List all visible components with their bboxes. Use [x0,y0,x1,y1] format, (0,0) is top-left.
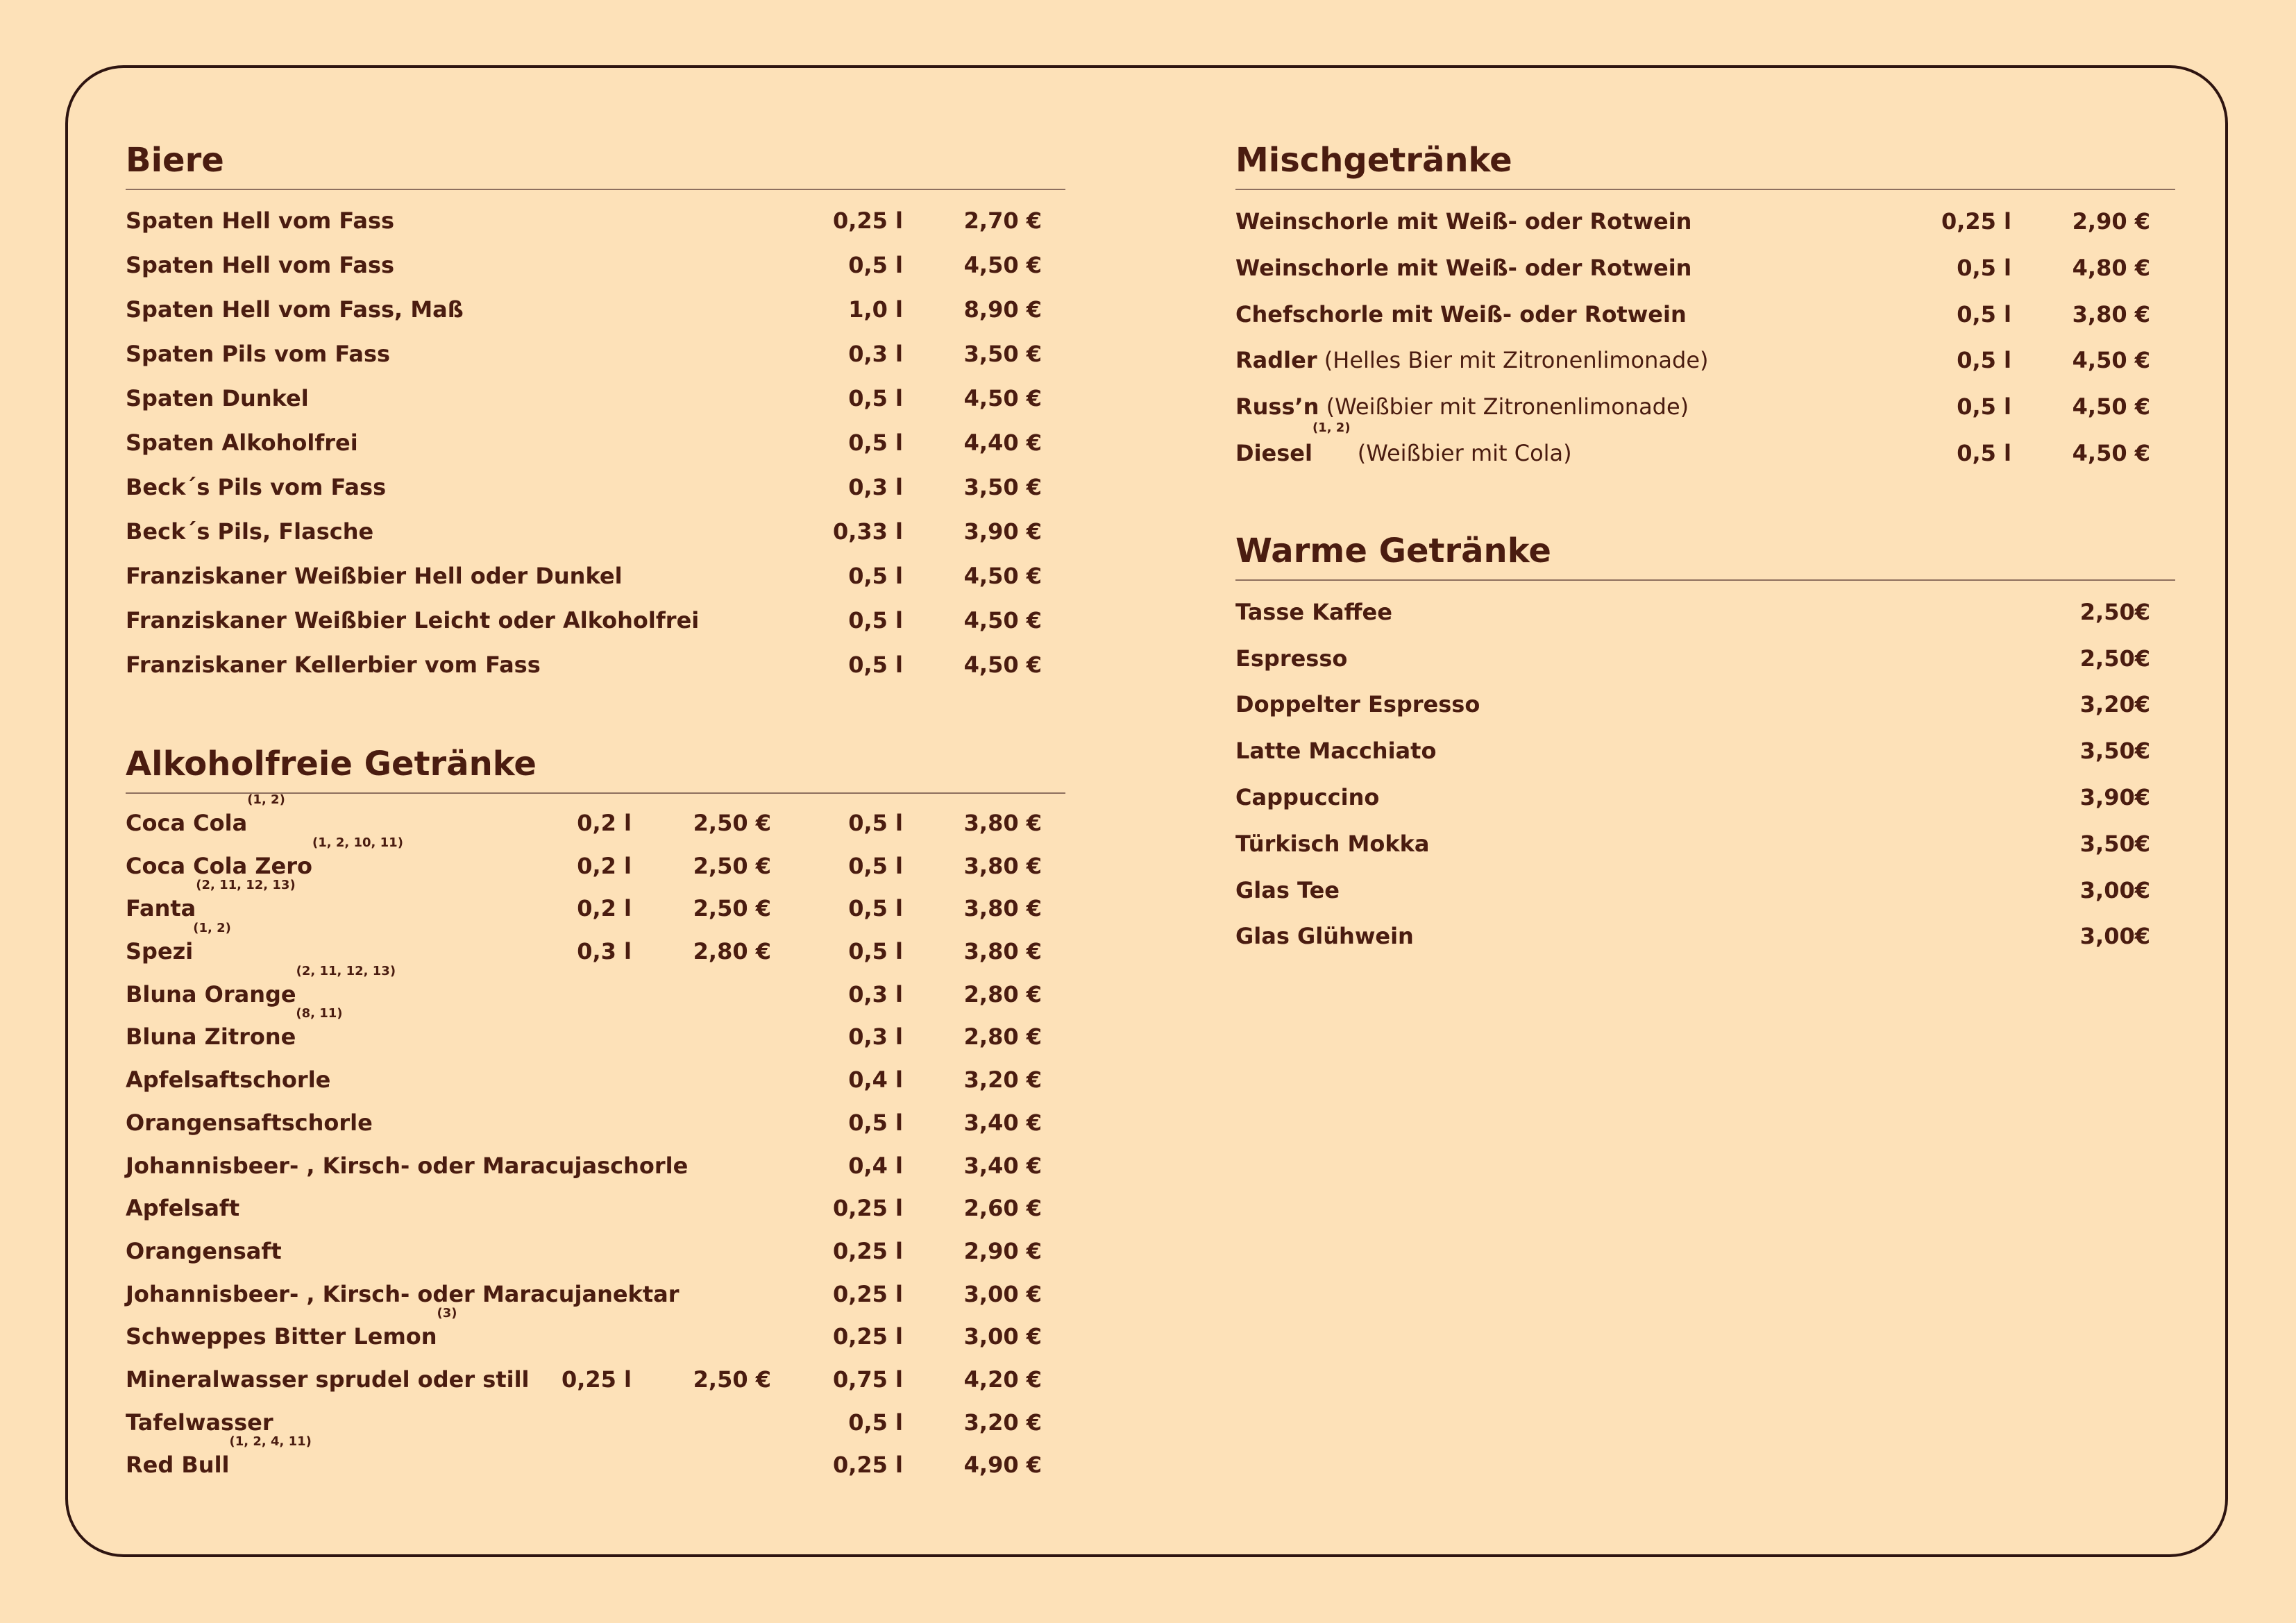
item-size: 0,5 l [848,1409,903,1436]
item-name: Spezi [126,938,194,965]
item-name-group [1235,728,1436,774]
menu-item-row [126,921,1065,974]
item-name: Weinschorle mit Weiß- oder Rotwein [1235,254,1692,281]
item-price: 2,50€ [2079,598,2150,625]
item-price-small: 2,50 € [693,810,771,836]
item-price: 3,80 € [2072,300,2150,328]
menu-item-row [126,420,1065,465]
item-name-group [126,643,541,687]
soft-drink-list [126,792,1065,1487]
item-size: 0,3 l [848,1023,903,1051]
item-name: Johannisbeer- , Kirsch- oder Maracujanektar [126,1280,679,1307]
menu-item-row [126,598,1065,643]
item-name-group [126,376,309,420]
item-size: 0,3 l [848,980,903,1008]
item-name: Spaten Dunkel [126,385,309,411]
menu-item-row [126,1187,1065,1230]
item-size: 0,5 l [848,430,903,456]
item-size: 0,33 l [832,518,903,545]
item-price: 3,80 € [963,895,1042,922]
menu-item-row [126,878,1065,931]
item-name-group [126,1273,679,1316]
menu-item-row [1235,867,2175,914]
menu-item-row [126,1434,1065,1487]
menu-item-row [126,1102,1065,1145]
item-price: 4,50 € [963,385,1042,411]
item-price: 3,20 € [963,1409,1042,1436]
item-price: 4,90 € [963,1452,1042,1479]
section-title-alkoholfrei: Alkoholfreie Getränke [126,745,537,783]
item-name-group [126,1187,239,1230]
item-name: Tasse Kaffee [1235,598,1392,625]
item-size: 0,5 l [848,563,903,589]
item-size: 0,5 l [848,938,903,965]
item-name: Radler [1235,347,1317,374]
item-name-group [126,598,699,643]
menu-item-row [1235,198,2175,245]
allergen-codes: (3) [437,1306,457,1321]
item-name-group [1235,589,1392,636]
hot-drink-list [1235,589,2175,960]
item-size: 0,5 l [1957,393,2011,420]
item-name-group [126,963,396,1017]
item-price: 3,90€ [2079,783,2150,810]
item-name: Diesel [1235,439,1312,466]
item-name-group [1235,913,1414,960]
item-price: 3,00€ [2079,923,2150,950]
item-name: Spaten Hell vom Fass [126,252,395,278]
item-price: 3,80 € [963,938,1042,965]
item-price: 3,20 € [963,1067,1042,1094]
item-name-group [126,1359,530,1402]
item-name-group [1235,821,1430,867]
item-price: 2,70 € [963,207,1042,234]
item-size: 0,5 l [848,852,903,879]
left-column [126,132,1065,1487]
item-name: Cappuccino [1235,783,1380,810]
item-name-group [1235,681,1480,728]
allergen-codes: (1, 2, 4, 11) [229,1434,312,1450]
item-name: Orangensaft [126,1237,282,1264]
item-price: 3,40 € [963,1109,1042,1136]
item-name: Schweppes Bitter Lemon [126,1323,437,1350]
item-price-small: 2,50 € [693,852,771,879]
item-size: 0,25 l [832,1237,903,1264]
allergen-codes: (1, 2) [193,921,231,936]
item-name: Coca Cola [126,810,248,836]
item-name-group [1235,337,1709,384]
item-price: 4,40 € [963,430,1042,456]
item-name: Spaten Hell vom Fass [126,207,395,234]
item-price: 4,80 € [2072,254,2150,281]
item-name: Türkisch Mokka [1235,830,1430,857]
menu-item-row [1235,245,2175,291]
item-name: Russ’n [1235,393,1319,420]
item-name: Chefschorle mit Weiß- oder Rotwein [1235,300,1687,328]
menu-item-row [126,554,1065,598]
item-size: 0,3 l [848,474,903,500]
item-name: Bluna Zitrone [126,1023,296,1051]
item-size: 0,4 l [848,1152,903,1179]
item-name-group [126,243,394,287]
item-name-group [126,792,285,845]
item-size: 0,5 l [848,252,903,278]
item-name-group [126,332,390,376]
item-name: Latte Macchiato [1235,738,1437,765]
item-size: 0,25 l [832,1195,903,1222]
menu-item-row [126,332,1065,376]
item-description: (Weißbier mit Cola) [1350,439,1572,466]
item-name: Weinschorle mit Weiß- oder Rotwein [1235,208,1692,235]
item-description: (Weißbier mit Zitronenlimonade) [1319,393,1689,420]
item-size: 0,5 l [848,385,903,411]
menu-item-row [1235,913,2175,960]
allergen-codes: (2, 11, 12, 13) [296,963,396,978]
allergen-codes: (8, 11) [296,1006,343,1021]
item-price: 2,90 € [2072,208,2150,235]
allergen-codes: (1, 2, 10, 11) [312,835,403,850]
item-price: 2,90 € [963,1237,1042,1264]
item-name: Spaten Alkoholfrei [126,430,358,456]
item-name-group [1235,291,1687,338]
item-size: 0,5 l [848,895,903,922]
item-name: Orangensaftschorle [126,1109,373,1136]
item-size-small: 0,2 l [577,810,632,836]
item-price: 4,50 € [963,252,1042,278]
menu-item-row [126,198,1065,243]
item-size: 0,25 l [832,1452,903,1479]
item-price: 3,00 € [963,1280,1042,1307]
item-price-small: 2,50 € [693,1366,771,1393]
item-price: 3,40 € [963,1152,1042,1179]
item-name: Coca Cola Zero [126,852,313,879]
item-price: 3,50 € [963,474,1042,500]
item-name-group [126,921,231,974]
divider [1235,579,2175,581]
menu-item-row [126,465,1065,509]
item-size: 0,4 l [848,1067,903,1094]
item-name: Tafelwasser [126,1409,273,1436]
item-name: Franziskaner Weißbier Leicht oder Alkoholfrei [126,607,700,634]
section-title-warm: Warme Getränke [1235,531,1551,570]
item-price: 4,20 € [963,1366,1042,1393]
item-name: Espresso [1235,645,1348,672]
item-size: 0,5 l [848,1109,903,1136]
item-price-small: 2,80 € [693,938,771,965]
menu-item-row [1235,589,2175,636]
menu-item-row [126,287,1065,332]
item-name-group [1235,420,1572,477]
divider [1235,189,2175,190]
item-price: 2,60 € [963,1195,1042,1222]
item-name: Beck´s Pils, Flasche [126,518,374,545]
item-price: 4,50 € [963,652,1042,678]
menu-item-row [126,376,1065,420]
item-name: Glas Tee [1235,876,1340,903]
item-price: 8,90 € [963,296,1042,323]
item-price-small: 2,50 € [693,895,771,922]
item-name: Bluna Orange [126,980,296,1008]
mixed-drink-list [1235,198,2175,477]
item-price: 4,50 € [2072,347,2150,374]
menu-item-row [1235,821,2175,867]
item-name-group [126,1230,282,1273]
item-price: 3,00 € [963,1323,1042,1350]
item-name-group [126,420,358,465]
item-size: 0,3 l [848,341,903,367]
menu-item-row [126,1006,1065,1059]
item-name-group [1235,774,1379,821]
menu-item-row [1235,681,2175,728]
item-price: 2,80 € [963,980,1042,1008]
beer-list [126,198,1065,687]
item-size: 0,5 l [1957,347,2011,374]
section-title-misch: Mischgetränke [1235,141,1512,180]
item-name-group [1235,245,1691,291]
item-name: Mineralwasser sprudel oder still [126,1366,530,1393]
item-name: Beck´s Pils vom Fass [126,474,387,500]
item-size-small: 0,2 l [577,852,632,879]
item-name-group [1235,198,1691,245]
menu-item-row [1235,337,2175,384]
item-price: 3,50€ [2079,738,2150,765]
item-size: 0,5 l [1957,254,2011,281]
item-name: Johannisbeer- , Kirsch- oder Maracujaschorle [126,1152,689,1179]
item-name: Glas Glühwein [1235,923,1414,950]
item-price: 4,50 € [963,607,1042,634]
menu-item-row [126,963,1065,1017]
item-size: 0,75 l [832,1366,903,1393]
menu-item-row [1235,420,2175,477]
divider [126,189,1065,190]
item-price: 3,50 € [963,341,1042,367]
allergen-codes: (2, 11, 12, 13) [196,878,296,893]
item-price: 3,90 € [963,518,1042,545]
item-name: Doppelter Espresso [1235,691,1480,718]
item-size: 0,25 l [832,1323,903,1350]
item-price: 3,80 € [963,810,1042,836]
item-size: 0,5 l [848,810,903,836]
item-size-small: 0,3 l [577,938,632,965]
item-name: Franziskaner Weißbier Hell oder Dunkel [126,563,623,589]
item-name-group [126,1145,688,1188]
item-price: 4,50 € [2072,393,2150,420]
item-size: 0,25 l [1941,208,2011,235]
item-name-group [126,465,386,509]
item-name-group [126,1102,373,1145]
item-name: Fanta [126,895,196,922]
item-size: 0,25 l [832,1280,903,1307]
item-size: 0,5 l [848,652,903,678]
item-name-group [126,1006,343,1059]
item-name: Spaten Pils vom Fass [126,341,391,367]
item-name-group [1235,636,1347,682]
item-price: 4,50 € [2072,439,2150,466]
menu-item-row [126,1145,1065,1188]
menu-item-row [1235,728,2175,774]
menu-item-row [126,792,1065,845]
item-price: 3,20€ [2079,691,2150,718]
allergen-codes: (1, 2) [247,792,285,807]
item-name-group [126,554,623,598]
item-price: 3,80 € [963,852,1042,879]
item-size-small: 0,2 l [577,895,632,922]
item-name: Apfelsaftschorle [126,1067,331,1094]
item-name: Apfelsaft [126,1195,240,1222]
item-description: (Helles Bier mit Zitronenlimonade) [1317,347,1709,374]
item-price: 4,50 € [963,563,1042,589]
item-name-group [126,1306,457,1359]
item-name: Spaten Hell vom Fass, Maß [126,296,464,323]
item-price: 3,00€ [2079,876,2150,903]
section-title-biere: Biere [126,141,224,180]
menu-item-row [1235,636,2175,682]
menu-item-row [126,1306,1065,1359]
item-name-group [1235,384,1689,430]
item-name-group [126,287,464,332]
item-name: Franziskaner Kellerbier vom Fass [126,652,541,678]
item-name-group [126,1434,312,1487]
item-price: 3,50€ [2079,830,2150,857]
item-size-small: 0,25 l [561,1366,632,1393]
menu-item-row [126,1359,1065,1402]
menu-item-row [1235,774,2175,821]
item-size: 0,5 l [848,607,903,634]
right-column [1235,132,2175,960]
item-name: Red Bull [126,1452,230,1479]
menu-item-row [126,1059,1065,1102]
menu-item-row [1235,291,2175,338]
item-size: 0,5 l [1957,300,2011,328]
menu-item-row [1235,384,2175,430]
item-size: 0,25 l [832,207,903,234]
item-size: 1,0 l [848,296,903,323]
menu-item-row [126,1273,1065,1316]
item-name-group [1235,867,1340,914]
item-name-group [126,198,394,243]
menu-item-row [126,643,1065,687]
menu-item-row [126,1230,1065,1273]
menu-item-row [126,509,1065,554]
item-name-group [126,509,373,554]
item-name-group [126,1059,330,1102]
item-price: 2,80 € [963,1023,1042,1051]
item-size: 0,5 l [1957,439,2011,466]
allergen-codes: (1, 2) [1312,420,1351,435]
menu-item-row [126,243,1065,287]
item-price: 2,50€ [2079,645,2150,672]
